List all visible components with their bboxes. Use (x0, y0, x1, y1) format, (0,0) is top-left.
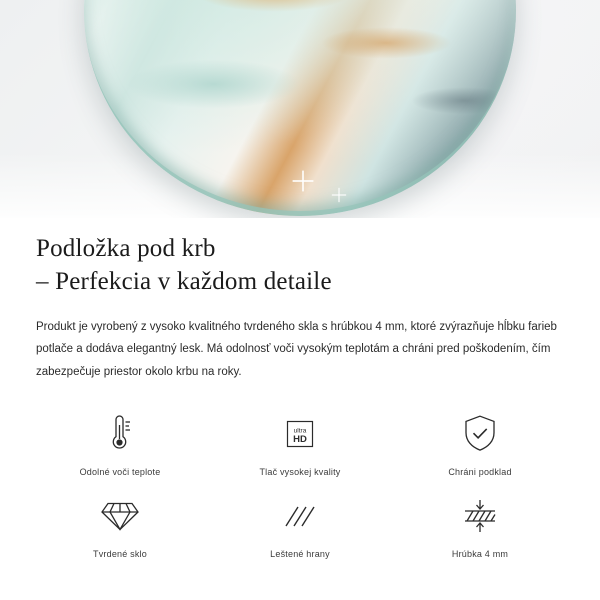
thickness-icon (458, 493, 502, 539)
feature-label: Chráni podklad (448, 467, 512, 478)
svg-text:ultra: ultra (293, 427, 307, 435)
polished-edges-icon (280, 493, 320, 539)
title-line-2: – Perfekcia v každom detaile (36, 268, 332, 295)
page-title (36, 232, 564, 298)
diamond-icon (100, 493, 140, 539)
content-block (0, 218, 600, 383)
ultra-hd-icon (280, 411, 320, 457)
feature-item-temperature (30, 411, 210, 477)
feature-grid (0, 411, 600, 559)
feature-label: Odolné voči teplote (79, 467, 161, 478)
feature-item-polished-edges (210, 493, 390, 559)
glass-mat-image (84, 0, 516, 216)
svg-text:HD: HD (293, 434, 307, 446)
title-line-1: Podložka pod krb (36, 235, 216, 262)
feature-item-print-quality (210, 411, 390, 477)
thermometer-icon (103, 411, 137, 457)
feature-item-thickness (390, 493, 570, 559)
feature-label: Tvrdené sklo (93, 549, 147, 560)
description-paragraph: Produkt je vyrobený z vysoko kvalitného tvrdeného skla s hrúbkou 4 mm, ktoré zvýrazňuje hĺbku farieb potlače a dodáva elegantný lesk. Má odolnosť voči vysokým teplotám a chráni pred poškodením, čím zabezpečuje priestor okolo krbu na roky. (36, 321, 557, 378)
shield-check-icon (462, 411, 498, 457)
hero-image (0, 0, 600, 218)
feature-label: Tlač vysokej kvality (259, 467, 341, 478)
feature-label: Hrúbka 4 mm (451, 549, 509, 560)
feature-item-protects-surface (390, 411, 570, 477)
feature-item-tempered-glass (30, 493, 210, 559)
feature-label: Leštené hrany (270, 549, 330, 560)
